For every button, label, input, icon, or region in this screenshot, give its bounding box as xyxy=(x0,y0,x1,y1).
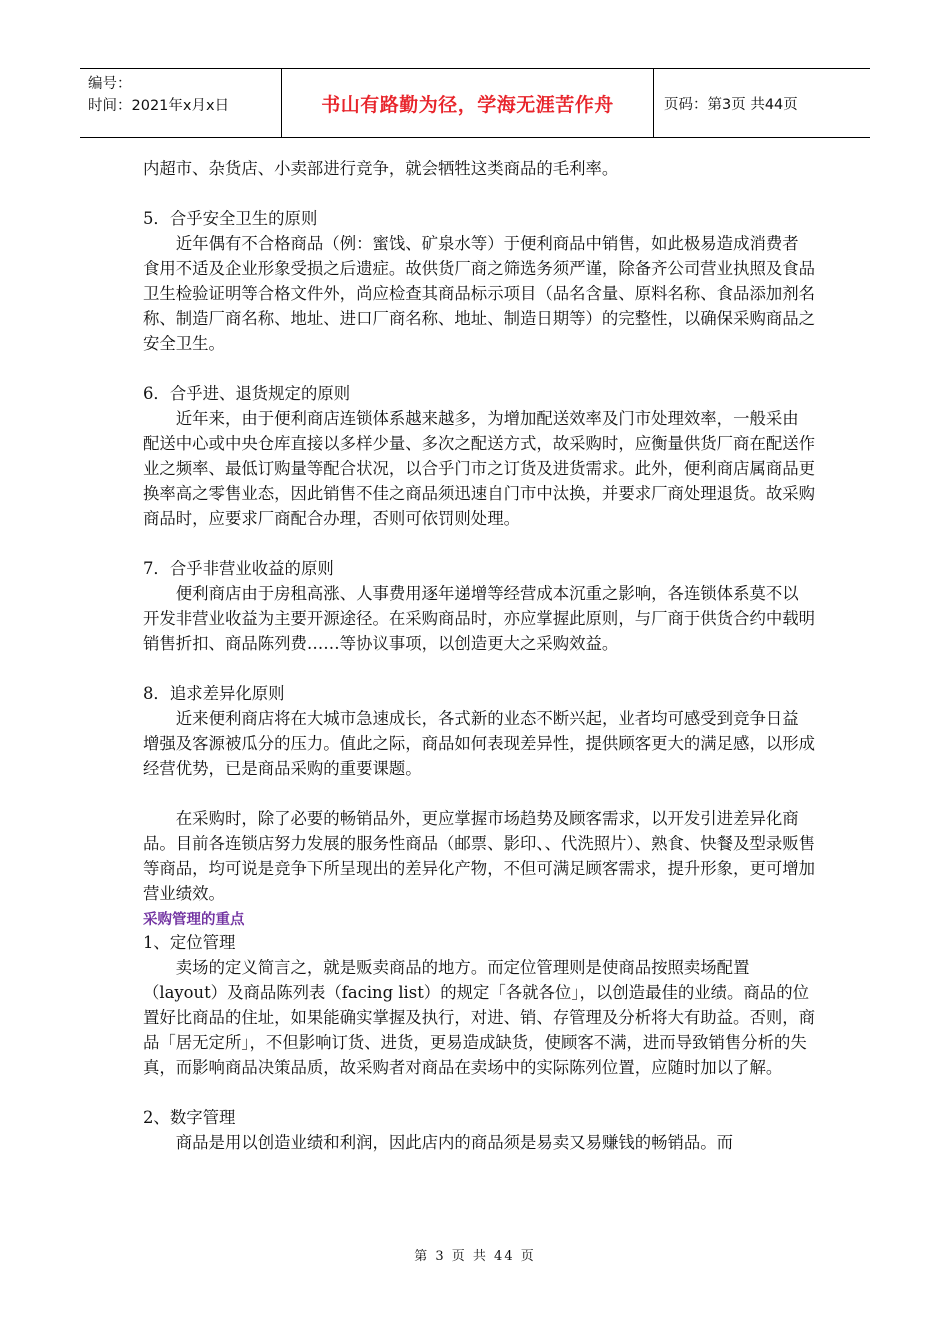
paragraph-principle-8: 近来便利商店将在大城市急速成长，各式新的业态不断兴起，业者均可感受到竞争日益增强及客源被瓜分的压力。值此之际，商品如何表现差异性，提供顾客更大的满足感，以形成经营优势，已是商品采购的重要课题。 xyxy=(143,709,816,778)
heading-principle-7: 7．合乎非营业收益的原则 xyxy=(143,559,334,578)
paragraph-principle-5: 近年偶有不合格商品（例：蜜饯、矿泉水等）于便利商品中销售，如此极易造成消费者食用不适及企业形象受损之后遗症。故供货厂商之筛选务须严谨，除备齐公司营业执照及食品卫生检验证明等合格文件外，尚应检查其商品标示项目（品名含量、原料名称、食品添加剂名称、制造厂商名称、地址、进口厂商名称、地址、制造日期等）的完整性，以确保采购商品之安全卫生。 xyxy=(143,234,816,353)
paragraph-principle-6: 近年来，由于便利商店连锁体系越来越多，为增加配送效率及门市处理效率，一般采由配送中心或中央仓库直接以多样少量、多次之配送方式，故采购时，应衡量供货厂商在配送作业之频率、最低订购量等配合状况，以合乎门市之订货及进货需求。此外，便利商店属商品更换率高之零售业态，因此销售不佳之商品须迅速自门市中汰换，并要求厂商处理退货。故采购商品时，应要求厂商配合办理，否则可依罚则处理。 xyxy=(143,409,816,528)
heading-position-management: 1、定位管理 xyxy=(143,933,236,952)
paragraph-number-management: 商品是用以创造业绩和利润，因此店内的商品须是易卖又易赚钱的畅销品。而 xyxy=(175,1133,734,1152)
heading-principle-6: 6．合乎进、退货规定的原则 xyxy=(143,384,351,403)
paragraph-continued: 内超市、杂货店、小卖部进行竞争，就会牺牲这类商品的毛利率。 xyxy=(143,159,619,178)
document-date-label: 时间：2021年x月x日 xyxy=(88,98,230,114)
page-header xyxy=(80,68,870,138)
header-meta-cell xyxy=(80,69,282,137)
heading-principle-8: 8．追求差异化原则 xyxy=(143,684,285,703)
section-title-procurement-focus: 采购管理的重点 xyxy=(143,912,245,928)
heading-number-management: 2、数字管理 xyxy=(143,1108,236,1127)
header-motto: 书山有路勤为径，学海无涯苦作舟 xyxy=(282,69,654,137)
page-footer: 第 3 页 共 44 页 xyxy=(414,1249,536,1264)
paragraph-principle-7: 便利商店由于房租高涨、人事费用逐年递增等经营成本沉重之影响，各连锁体系莫不以开发非营业收益为主要开源途径。在采购商品时，亦应掌握此原则，与厂商于供货合约中载明销售折扣、商品陈列费……等协议事项，以创造更大之采购效益。 xyxy=(143,584,816,653)
header-page-info: 页码：第3页 共44页 xyxy=(664,96,798,113)
document-number-label: 编号： xyxy=(88,76,132,92)
paragraph-position-management: 卖场的定义简言之，就是贩卖商品的地方。而定位管理则是使商品按照卖场配置（layout）及商品陈列表（facing list）的规定「各就各位」，以创造最佳的业绩。商品的位置好比商品的住址，如果能确实掌握及执行，对进、销、存管理及分析将大有助益。否则，商品「居无定所」，不但影响订货、进货，更易造成缺货，使顾客不满，进而导致销售分析的失真，而影响商品决策品质，故采购者对商品在卖场中的实际陈列位置，应随时加以了解。 xyxy=(143,958,816,1077)
paragraph-differentiation: 在采购时，除了必要的畅销品外，更应掌握市场趋势及顾客需求，以开发引进差异化商品。目前各连锁店努力发展的服务性商品（邮票、影印、、代洗照片）、熟食、快餐及型录贩售等商品，均可说是竞争下所呈现出的差异化产物，不但可满足顾客需求，提升形象，更可增加营业绩效。 xyxy=(143,809,816,903)
document-body xyxy=(143,156,815,1155)
heading-principle-5: 5．合乎安全卫生的原则 xyxy=(143,209,318,228)
